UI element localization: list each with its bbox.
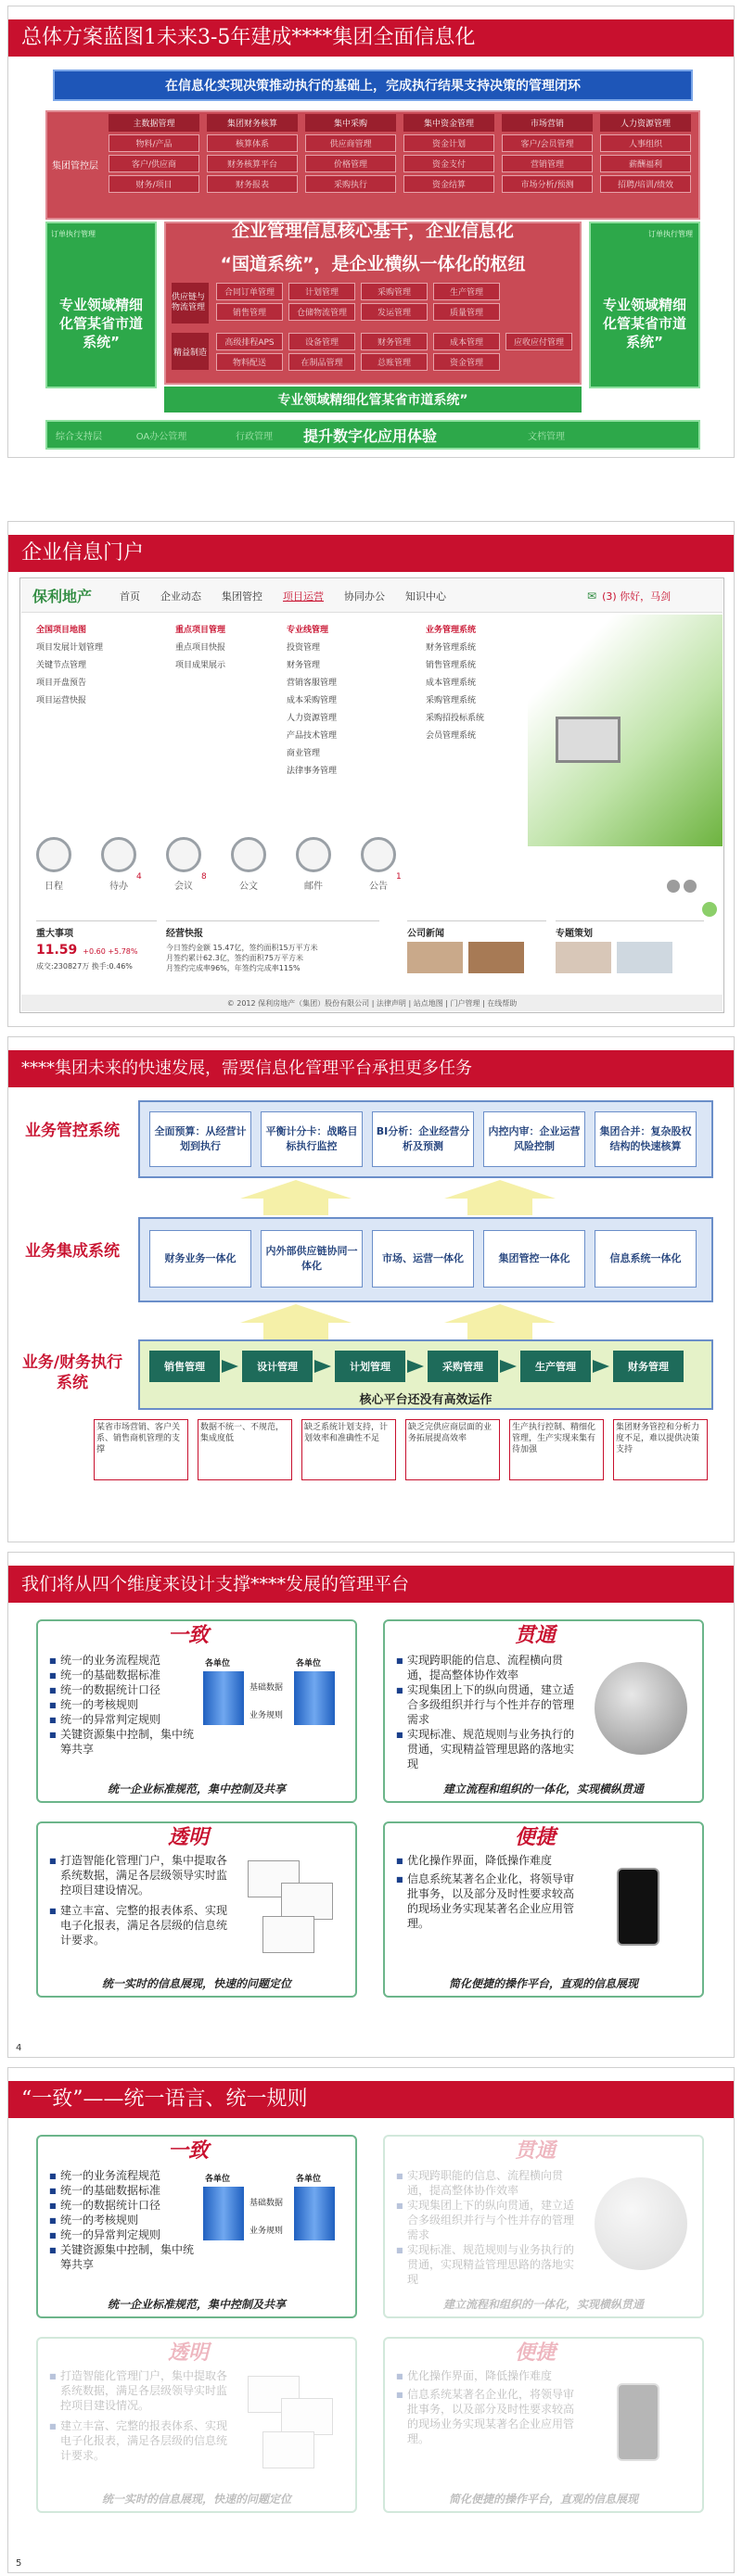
list-item: ■ 建立丰富、完整的报表体系、实现电子化报表，满足各层级的信息统计要求。 <box>49 1903 235 1948</box>
user-greeting[interactable]: (3) 你好，马剑 <box>602 590 672 603</box>
nav-project[interactable]: 项目运营 <box>283 590 325 603</box>
card-consistent <box>36 2135 357 2318</box>
carousel-next[interactable] <box>684 880 697 893</box>
card-transparent-summary: 统一实时的信息展现，快速的问题定位 <box>101 2493 291 2506</box>
nav-office[interactable]: 协同办公 <box>344 590 386 603</box>
card-transparent <box>36 2337 357 2513</box>
page-number: 4 <box>16 2043 22 2053</box>
module-cell: 人事组织 <box>600 134 691 152</box>
list-item: ■ 实现跨职能的信息、流程横向贯通，提高整体协作效率 <box>396 1653 582 1682</box>
data-label: 基础数据 <box>249 1683 284 1693</box>
module-cell: 薪酬福利 <box>600 155 691 172</box>
card-connected <box>383 1619 704 1803</box>
stock-price: 11.59 <box>36 943 78 958</box>
card-convenient-list <box>396 2368 582 2446</box>
module-cell: 市场营销 <box>502 114 593 132</box>
card-consistent-title: 一致 <box>168 2138 210 2163</box>
card-convenient-title: 便捷 <box>515 2341 556 2365</box>
module-cell: 财务报表 <box>207 175 298 193</box>
menu-link[interactable]: 营销客服管理 <box>287 679 338 688</box>
card-transparent-list <box>49 1853 235 1948</box>
card-connected-title: 贯通 <box>515 1623 556 1647</box>
unit-label-1: 各单位 <box>205 1659 231 1669</box>
module-cell: 资金计划 <box>403 134 494 152</box>
bottom-bar: 专业领域精细化管某省市道系统” <box>164 387 582 412</box>
mid-left-1: 供应链与物流管理 <box>172 283 209 324</box>
slide-3-tasks <box>7 1036 735 1542</box>
list-item: ■ 关键资源集中控制，集中统筹共享 <box>49 2242 198 2272</box>
module-cell: 核算体系 <box>207 134 298 152</box>
card-convenient-list <box>396 1853 582 1931</box>
list-item: ■ 优化操作界面，降低操作难度 <box>396 1853 582 1868</box>
slide-5-consistent <box>7 2067 735 2573</box>
notice-icon[interactable] <box>361 837 396 872</box>
control-box: 全面预算：从经营计划到执行 <box>149 1111 251 1167</box>
menu-column-head[interactable]: 专业线管理 <box>287 626 329 635</box>
module-cell: 资金管理 <box>433 353 500 371</box>
phone-icon <box>617 1868 659 1946</box>
report-line-3: 月签约完成率96%，年签约完成率115% <box>166 964 301 972</box>
list-item: ■ 统一的业务流程规范 <box>49 1653 198 1668</box>
module-cell: 客户/供应商 <box>109 155 199 172</box>
module-cell: 资金结算 <box>403 175 494 193</box>
control-box: 集团合并：复杂股权结构的快速核算 <box>595 1111 697 1167</box>
slide-4-four-dimensions <box>7 1552 735 2058</box>
card-transparent-title: 透明 <box>168 1825 210 1849</box>
problem-box: 集团财务管控和分析力度不足，难以提供决策支持 <box>613 1419 708 1480</box>
slide-title: 企业信息门户 <box>8 535 734 572</box>
module-cell: 物料/产品 <box>109 134 199 152</box>
module-cell: 人力资源管理 <box>600 114 691 132</box>
nav-knowledge[interactable]: 知识中心 <box>405 590 447 603</box>
page-number: 5 <box>16 2558 22 2569</box>
menu-link[interactable]: 财务管理系统 <box>426 643 477 653</box>
card-consistent-list <box>49 1653 198 1757</box>
menu-link[interactable]: 关键节点管理 <box>36 661 87 670</box>
menu-column-head[interactable]: 重点项目管理 <box>175 626 226 635</box>
overlay-line-1: 企业管理信息核心基干，企业信息化 <box>231 220 514 241</box>
card-consistent-title: 一致 <box>168 1623 210 1647</box>
banner: 在信息化实现决策推动执行的基础上，完成执行结果支持决策的管理闭环 <box>53 70 693 101</box>
module-cell: 设备管理 <box>288 333 355 350</box>
report-line-1: 今日签约金额 15.47亿，签约面积15万平方米 <box>166 944 318 952</box>
list-item: ■ 统一的基础数据标准 <box>49 2183 198 2198</box>
module-cell: 物料配送 <box>216 353 283 371</box>
slide-1-blueprint <box>7 6 735 458</box>
news-thumb-1[interactable] <box>407 942 463 973</box>
list-item: ■ 统一的数据统计口径 <box>49 1682 198 1697</box>
icon-label: 邮件 <box>304 882 323 892</box>
mid-left-2: 精益制造 <box>172 333 209 370</box>
card-consistent-summary: 统一企业标准规范，集中控制及共享 <box>107 2298 286 2311</box>
rule-label: 业务规则 <box>249 1711 284 1720</box>
integration-box: 集团管控一体化 <box>483 1230 585 1288</box>
module-cell: 成本管理 <box>433 333 500 350</box>
flow-box: 计划管理 <box>335 1351 405 1382</box>
icon-label: 会议 <box>174 882 193 892</box>
control-box: BI分析：企业经营分析及预测 <box>372 1111 474 1167</box>
topic-thumb-1[interactable] <box>556 942 611 973</box>
menu-link[interactable]: 项目开盘预告 <box>36 679 87 688</box>
module-cell: 价格管理 <box>305 155 396 172</box>
problem-box: 数据不统一、不规范，集成度低 <box>198 1419 292 1480</box>
report-sheet-icon <box>281 2398 333 2435</box>
integration-box: 市场、运营一体化 <box>372 1230 474 1288</box>
menu-link[interactable]: 商业管理 <box>287 749 321 758</box>
menu-link[interactable]: 项目运营快报 <box>36 696 87 705</box>
menu-link[interactable]: 成本管理系统 <box>426 679 477 688</box>
module-cell: 供应商管理 <box>305 134 396 152</box>
topic-thumb-2[interactable] <box>617 942 672 973</box>
module-cell: 高级排程APS <box>216 333 283 350</box>
card-convenient-summary: 简化便捷的操作平台，直观的信息展现 <box>448 1977 638 1990</box>
problem-box: 缺乏完供应商层面的业务拓展提高效率 <box>405 1419 500 1480</box>
portal-footer: © 2012 保利房地产（集团）股份有限公司 | 法律声明 | 站点地图 | 门户管理 | 在线帮助 <box>21 995 723 1011</box>
nav-control[interactable]: 集团管控 <box>222 590 263 603</box>
integration-box: 内外部供应链协同一体化 <box>261 1230 363 1288</box>
nav-news[interactable]: 企业动态 <box>160 590 202 603</box>
logo[interactable]: 保利地产 <box>32 588 93 605</box>
card-consistent-list <box>49 2168 198 2272</box>
module-cell: 生产管理 <box>433 283 500 300</box>
label-integration: 业务集成系统 <box>25 1242 120 1261</box>
menu-link[interactable]: 采购管理系统 <box>426 696 477 705</box>
building-icon <box>294 1671 335 1725</box>
module-cell: 集中资金管理 <box>403 114 494 132</box>
building-icon <box>203 2187 244 2240</box>
flow-box: 设计管理 <box>242 1351 313 1382</box>
menu-link[interactable]: 采购招投标系统 <box>426 714 485 723</box>
nav-home[interactable]: 首页 <box>120 590 141 603</box>
card-transparent-summary: 统一实时的信息展现，快速的问题定位 <box>101 1977 291 1990</box>
icon-count: 4 <box>136 872 142 882</box>
panel-stock-title: 重大事项 <box>36 929 73 939</box>
list-item: ■ 实现集团上下的纵向贯通，建立适合多级组织并行与个性并存的管理需求 <box>396 2198 582 2242</box>
module-cell: 主数据管理 <box>109 114 199 132</box>
report-line-2: 月签约累计62.3亿，签约面积75万平方米 <box>166 954 303 962</box>
phone-icon <box>617 2383 659 2461</box>
flow-box: 采购管理 <box>428 1351 498 1382</box>
list-item: ■ 实现标准、规范规则与业务执行的贯通，实现精益管理思路的落地实现 <box>396 1727 582 1771</box>
control-box: 平衡计分卡：战略目标执行监控 <box>261 1111 363 1167</box>
overlay-line-2: “国道系统”，是企业横纵一体化的枢纽 <box>220 253 526 274</box>
slide-title: 我们将从四个维度来设计支撑****发展的管理平台 <box>8 1566 734 1603</box>
side-left-text: 专业领域精细化管某省市道系统” <box>58 297 143 350</box>
list-item: ■ 统一的异常判定规则 <box>49 2227 198 2242</box>
problem-box: 缺乏系统计划支持，计划效率和准确性不足 <box>301 1419 396 1480</box>
module-cell: 在制品管理 <box>288 353 355 371</box>
report-sheet-icon <box>281 1883 333 1920</box>
problem-box: 生产执行控制、精细化管理，生产实现来集有待加强 <box>509 1419 604 1480</box>
side-top-left: 订单执行管理 <box>51 230 96 238</box>
support-item-2: 行政管理 <box>236 431 273 442</box>
card-convenient <box>383 2337 704 2513</box>
flow-box: 生产管理 <box>520 1351 591 1382</box>
globe-icon <box>595 2177 687 2270</box>
module-cell: 仓储物流管理 <box>288 303 355 321</box>
support-label: 综合支持层 <box>56 431 102 442</box>
module-cell: 营销管理 <box>502 155 593 172</box>
menu-link[interactable]: 项目发展计划管理 <box>36 643 104 653</box>
module-cell: 客户/会员管理 <box>502 134 593 152</box>
module-cell: 财务/项目 <box>109 175 199 193</box>
icon-count: 8 <box>201 872 207 882</box>
menu-link[interactable]: 投资管理 <box>287 643 321 653</box>
globe-icon <box>595 1662 687 1755</box>
list-item: ■ 统一的基础数据标准 <box>49 1668 198 1682</box>
unit-label-2: 各单位 <box>296 1659 322 1669</box>
todo-icon[interactable] <box>101 837 136 872</box>
menu-link[interactable]: 成本采购管理 <box>287 696 338 705</box>
list-item: ■ 统一的业务流程规范 <box>49 2168 198 2183</box>
card-transparent-list <box>49 2368 235 2463</box>
list-item: ■ 实现跨职能的信息、流程横向贯通，提高整体协作效率 <box>396 2168 582 2198</box>
mail-icon[interactable] <box>296 837 331 872</box>
menu-link[interactable]: 法律事务管理 <box>287 767 338 776</box>
side-right-text: 专业领域精细化管某省市道系统” <box>602 297 686 350</box>
menu-link[interactable]: 财务管理 <box>287 661 321 670</box>
panel-news <box>407 920 546 991</box>
slide-title: 总体方案蓝图1未来3-5年建成****集团全面信息化 <box>8 19 734 57</box>
icon-label: 日程 <box>45 882 63 892</box>
flow-box: 财务管理 <box>613 1351 684 1382</box>
module-cell: 质量管理 <box>433 303 500 321</box>
list-item: ■ 打造智能化管理门户，集中提取各系统数据，满足各层级领导实时监控项目建设情况。 <box>49 2368 235 2413</box>
news-thumb-2[interactable] <box>468 942 524 973</box>
menu-link[interactable]: 项目成果展示 <box>175 661 226 670</box>
integration-box: 财务业务一体化 <box>149 1230 251 1288</box>
card-consistent-summary: 统一企业标准规范，集中控制及共享 <box>107 1783 286 1796</box>
carousel-down[interactable] <box>702 902 717 917</box>
panel-topic-title: 专题策划 <box>556 929 593 939</box>
card-consistent <box>36 1619 357 1803</box>
problem-box: 某省市场营销、客户关系、销售商机管理的支撑 <box>94 1419 188 1480</box>
list-item: ■ 统一的考核规则 <box>49 1697 198 1712</box>
menu-column-head[interactable]: 全国项目地图 <box>36 626 87 635</box>
unit-label-1: 各单位 <box>205 2175 231 2184</box>
stock-volume: 成交:230827万 换手:0.46% <box>36 962 133 971</box>
module-cell: 合同订单管理 <box>216 283 283 300</box>
list-item: ■ 优化操作界面，降低操作难度 <box>396 2368 582 2383</box>
module-cell: 计划管理 <box>288 283 355 300</box>
document-icon[interactable] <box>231 837 266 872</box>
mail-icon[interactable]: ✉ <box>587 589 597 603</box>
module-cell: 应收应付管理 <box>505 333 572 350</box>
module-cell: 采购执行 <box>305 175 396 193</box>
icon-label: 公文 <box>239 882 258 892</box>
module-cell: 资金支付 <box>403 155 494 172</box>
menu-link[interactable]: 人力资源管理 <box>287 714 338 723</box>
panel-topic <box>556 920 704 991</box>
menu-link[interactable]: 会员管理系统 <box>426 731 477 741</box>
module-cell: 采购管理 <box>361 283 428 300</box>
list-item: ■ 关键资源集中控制，集中统筹共享 <box>49 1727 198 1757</box>
flow-box: 销售管理 <box>149 1351 220 1382</box>
list-item: ■ 信息系统某著名企业化，将领导审批事务，以及部分及时性要求较高的现场业务实现某著名企业应用管理。 <box>396 2387 582 2446</box>
support-foot: 提升数字化应用体验 <box>302 426 437 445</box>
card-connected-summary: 建立流程和组织的一体化，实现横纵贯通 <box>442 2298 644 2311</box>
label-execution: 业务/财务执行系统 <box>21 1353 123 1392</box>
stock-change: +0.60 +5.78% <box>83 947 138 956</box>
module-cell: 财务核算平台 <box>207 155 298 172</box>
slide-title: ****集团未来的快速发展，需要信息化管理平台承担更多任务 <box>8 1050 734 1087</box>
menu-link[interactable]: 销售管理系统 <box>426 661 477 670</box>
icon-label: 公告 <box>369 882 388 892</box>
panel-report-title: 经营快报 <box>166 929 203 939</box>
support-item-1: OA办公管理 <box>135 431 187 442</box>
label-control: 业务管控系统 <box>25 1122 120 1140</box>
card-connected-title: 贯通 <box>515 2138 556 2163</box>
card-convenient <box>383 1821 704 1998</box>
card-transparent <box>36 1821 357 1998</box>
card-transparent-title: 透明 <box>168 2341 210 2365</box>
integration-box: 信息系统一体化 <box>595 1230 697 1288</box>
menu-column-head[interactable]: 业务管理系统 <box>426 626 477 635</box>
module-cell: 市场分析/预测 <box>502 175 593 193</box>
list-item: ■ 统一的异常判定规则 <box>49 1712 198 1727</box>
card-convenient-summary: 简化便捷的操作平台，直观的信息展现 <box>448 2493 638 2506</box>
card-convenient-title: 便捷 <box>515 1825 556 1849</box>
module-cell: 销售管理 <box>216 303 283 321</box>
data-label: 基础数据 <box>249 2199 284 2208</box>
support-item-3: 文档管理 <box>528 431 565 442</box>
slide-title: “一致”——统一语言、统一规则 <box>8 2081 734 2118</box>
module-cell: 发运管理 <box>361 303 428 321</box>
rule-label: 业务规则 <box>249 2227 284 2236</box>
icon-label: 待办 <box>109 882 128 892</box>
panel-stock <box>36 920 157 991</box>
report-sheet-icon <box>262 1916 314 1953</box>
card-connected <box>383 2135 704 2318</box>
left-label: 集团管控层 <box>52 160 98 171</box>
list-item: ■ 信息系统某著名企业化，将领导审批事务，以及部分及时性要求较高的现场业务实现某著名企业应用管理。 <box>396 1872 582 1931</box>
list-item: ■ 实现标准、规范规则与业务执行的贯通，实现精益管理思路的落地实现 <box>396 2242 582 2287</box>
card-connected-summary: 建立流程和组织的一体化，实现横纵贯通 <box>442 1783 644 1796</box>
list-item: ■ 打造智能化管理门户，集中提取各系统数据，满足各层级领导实时监控项目建设情况。 <box>49 1853 235 1897</box>
module-cell: 招聘/培训/绩效 <box>600 175 691 193</box>
calendar-icon[interactable] <box>36 837 71 872</box>
module-cell: 集中采购 <box>305 114 396 132</box>
problem-boxes <box>8 1037 734 1542</box>
list-item: ■ 建立丰富、完整的报表体系、实现电子化报表，满足各层级的信息统计要求。 <box>49 2418 235 2463</box>
card-connected-list <box>396 2168 582 2287</box>
carousel-prev[interactable] <box>667 880 680 893</box>
list-item: ■ 统一的数据统计口径 <box>49 2198 198 2213</box>
card-connected-list <box>396 1653 582 1771</box>
report-sheet-icon <box>262 2431 314 2468</box>
meeting-icon[interactable] <box>166 837 201 872</box>
menu-link[interactable]: 重点项目快报 <box>175 643 226 653</box>
panel-report <box>166 920 379 991</box>
menu-link[interactable]: 产品技术管理 <box>287 731 338 741</box>
core-platform: 核心平台还没有高效运作 <box>359 1392 493 1407</box>
control-box: 内控内审：企业运营风险控制 <box>483 1111 585 1167</box>
icon-count: 1 <box>396 872 402 882</box>
building-icon <box>294 2187 335 2240</box>
list-item: ■ 统一的考核规则 <box>49 2213 198 2227</box>
building-icon <box>203 1671 244 1725</box>
side-top-right: 订单执行管理 <box>648 230 693 238</box>
module-cell: 集团财务核算 <box>207 114 298 132</box>
unit-label-2: 各单位 <box>296 2175 322 2184</box>
panel-news-title: 公司新闻 <box>407 929 444 939</box>
slide-2-portal <box>7 521 735 1027</box>
module-cell: 总账管理 <box>361 353 428 371</box>
module-cell: 财务管理 <box>361 333 428 350</box>
list-item: ■ 实现集团上下的纵向贯通，建立适合多级组织并行与个性并存的管理需求 <box>396 1682 582 1727</box>
